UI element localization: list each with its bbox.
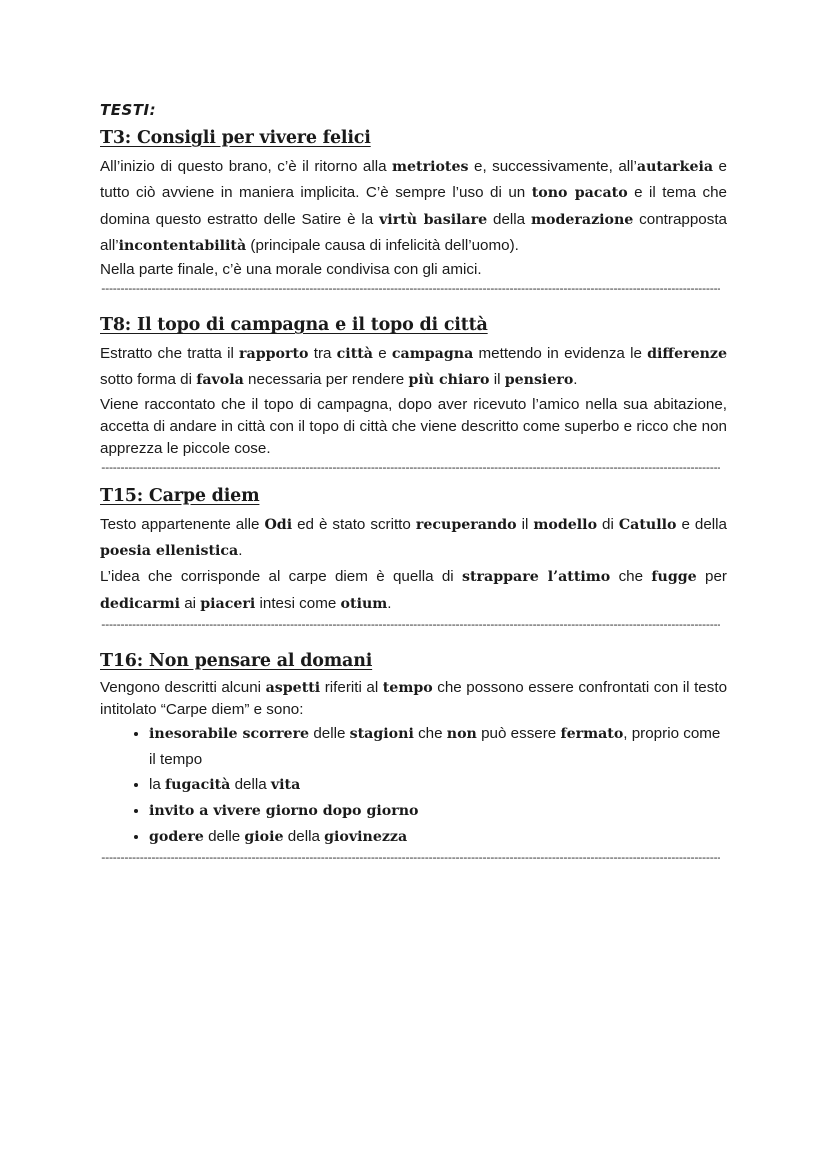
list-item: • la fugacità della vita [149,772,727,798]
document-content [100,100,727,866]
list-item: • godere delle gioie della giovinezza [149,824,727,850]
section-t3-paragraph-1: All’inizio di questo brano, c’è il ritorno alla metriotes e, successivamente, all’autarkeia e tutto ciò avviene in maniera implicita. C’è sempre l’uso di un tono pacato e il tema che domina questo estratto delle Satire è la virtù basilare della moderazione contrapposta all’incontentabilità (principale causa di infelicità dell’uomo). [100,158,728,254]
section-t8-paragraph-2: Viene raccontato che il topo di campagna, dopo aver ricevuto l’amico nella sua abitazione, accetta di andare in città con il topo di città che viene descritto come superbo e ricco che non apprezza le piccole cose. [100,395,727,457]
section-t15-paragraph-2: L’idea che corrisponde al carpe diem è quella di strappare l’attimo che fugge per dedicarmi ai piaceri intesi come otium. [100,568,727,612]
separator-line [100,462,720,476]
section-t15-paragraph-1: Testo appartenente alle Odi ed è stato scritto recuperando il modello di Catullo e della poesia ellenistica. [100,515,727,560]
separator-line [100,283,720,297]
section-t8-paragraph-1: Estratto che tratta il rapporto tra città e campagna mettendo in evidenza le differenze sotto forma di favola necessaria per rendere più chiaro il pensiero. [100,345,728,389]
section-title-t8: T8: Il topo di campagna e il topo di città [100,315,488,336]
section-title-t15: T15: Carpe diem [100,485,260,506]
top-label: TESTI: [100,101,157,119]
list-item: • inesorabile scorrere delle stagioni che non può essere fermato, proprio come il tempo [149,721,727,772]
section-t3-paragraph-2: Nella parte finale, c’è una morale condivisa con gli amici. [100,261,482,279]
separator-line [100,619,720,633]
list-item: • invito a vivere giorno dopo giorno [149,798,727,824]
separator-line [100,852,720,866]
section-title-t3: T3: Consigli per vivere felici [100,128,371,148]
section-t16-paragraph-1: Vengono descritti alcuni aspetti riferiti al tempo che possono essere confrontati con il testo intitolato “Carpe diem” e sono: [100,678,728,718]
bullet-list [100,721,727,850]
section-title-t16: T16: Non pensare al domani [100,650,373,671]
